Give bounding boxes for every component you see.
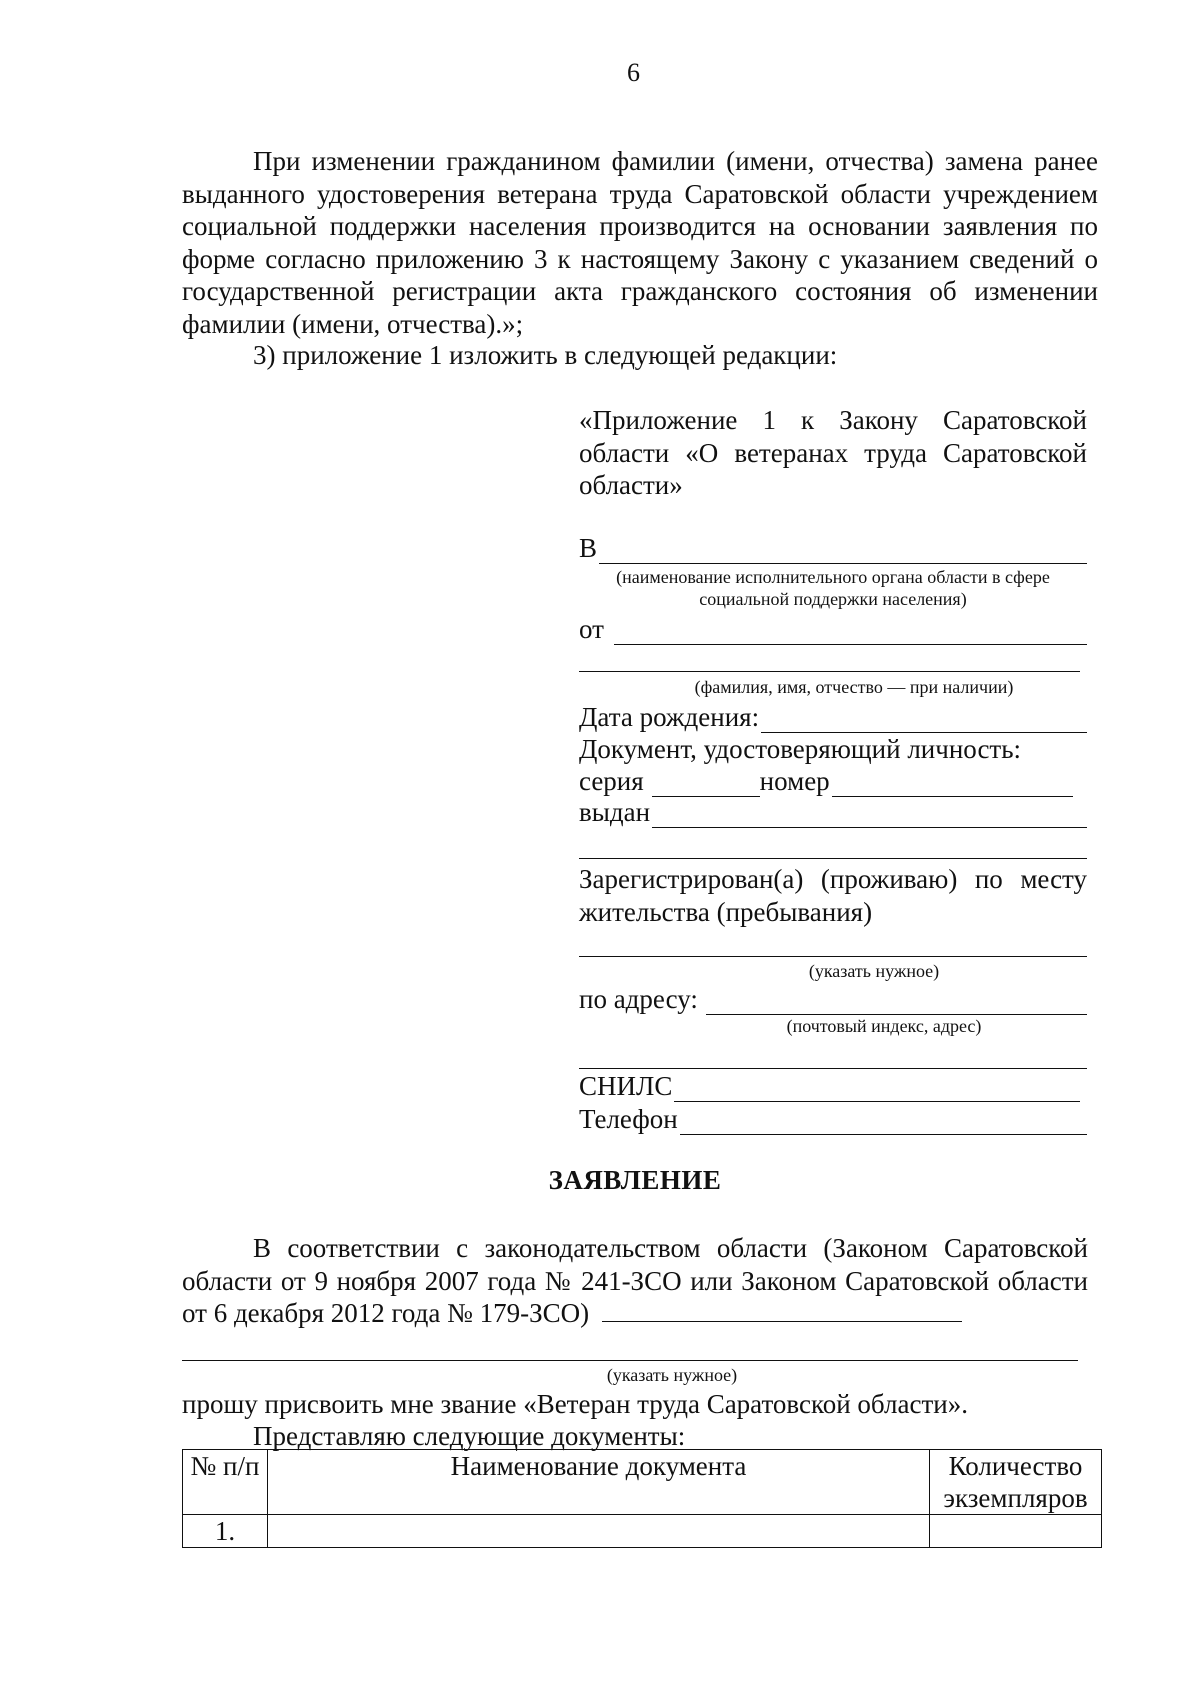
from-field[interactable] (614, 620, 1087, 645)
paragraph-legislation (182, 1232, 1088, 1330)
paragraph-surname-change: При изменении гражданином фамилии (имени, отчества) замена ранее выданного удостоверения ветерана труда Саратовской области учреждением социальной поддержки населения производится на основании заявления по форме согласно приложению 3 к настоящему Закону с указанием сведений о государственной регистрации акта гражданского состояния об изменении фамилии (имени, отчества).»; (182, 146, 1098, 339)
cell-count[interactable] (930, 1515, 1102, 1548)
legislation-text: В соответствии с законодательством области (Законом Саратовской области от 9 ноября 2007 года № 241-ЗСО или Законом Саратовской области от 6 декабря 2012 года № 179-ЗСО) (182, 1233, 1088, 1328)
from-caption: (фамилия, имя, отчество — при наличии) (694, 677, 1014, 697)
item-3-text: 3) приложение 1 изложить в следующей редакции: (253, 340, 838, 370)
cell-number: 1. (183, 1515, 268, 1548)
table-header-row (183, 1450, 1102, 1515)
address-row (579, 984, 1087, 1015)
snils-label: СНИЛС (579, 1071, 673, 1101)
number-label: номер (759, 766, 830, 796)
address-label: по адресу: (579, 984, 698, 1014)
table-row (183, 1515, 1102, 1548)
birth-date-field[interactable] (761, 708, 1087, 733)
request-text: прошу присвоить мне звание «Ветеран труда Саратовской области». (182, 1389, 968, 1419)
series-field[interactable] (652, 772, 760, 797)
phone-label: Телефон (579, 1104, 678, 1134)
from-row (579, 614, 1087, 645)
header-count: Количество экземпляров (930, 1450, 1102, 1515)
number-field[interactable] (832, 772, 1073, 797)
address-field-line-2[interactable] (579, 1042, 1087, 1069)
cell-doc-name[interactable] (268, 1515, 930, 1548)
registered-label: Зарегистрирован(а) (проживаю) по месту жительства (пребывания) (579, 864, 1087, 927)
from-prefix: от (579, 614, 604, 644)
recipient-row (579, 533, 1087, 564)
issued-label: выдан (579, 797, 651, 827)
birth-date-label: Дата рождения: (579, 702, 760, 732)
snils-row (579, 1071, 1080, 1102)
page-number: 6 (627, 58, 640, 87)
recipient-prefix: В (579, 533, 598, 563)
series-number-row (579, 766, 1073, 797)
series-label: серия (579, 766, 644, 796)
issued-row (579, 797, 1087, 828)
recipient-caption: (наименование исполнительного органа области в сфере социальной поддержки населения) (616, 567, 1050, 609)
appendix-header: «Приложение 1 к Закону Саратовской области «О ветеранах труда Саратовской области» (579, 405, 1087, 500)
header-number: № п/п (183, 1450, 268, 1515)
documents-table-wrap (182, 1449, 1102, 1548)
documents-intro: Представляю следующие документы: (253, 1421, 686, 1451)
issued-field-line-2[interactable] (579, 832, 1087, 859)
address-field[interactable] (706, 990, 1087, 1015)
header-doc-name: Наименование документа (268, 1450, 930, 1515)
statement-title: ЗАЯВЛЕНИЕ (548, 1165, 722, 1195)
phone-field[interactable] (680, 1110, 1087, 1135)
address-caption: (почтовый индекс, адрес) (786, 1016, 982, 1036)
id-document-label: Документ, удостоверяющий личность: (579, 734, 1022, 764)
issued-field[interactable] (652, 803, 1087, 828)
legislation-field[interactable] (602, 1299, 962, 1322)
registered-caption: (указать нужное) (808, 961, 940, 981)
documents-table (182, 1449, 1102, 1548)
legislation-caption: (указать нужное) (606, 1365, 738, 1385)
recipient-field[interactable] (599, 539, 1087, 564)
from-field-line-2[interactable] (579, 645, 1080, 672)
birth-date-row (579, 702, 1087, 733)
legislation-field-line-2[interactable] (182, 1332, 1078, 1361)
snils-field[interactable] (674, 1077, 1080, 1102)
registered-field[interactable] (579, 930, 1087, 957)
phone-row (579, 1104, 1087, 1135)
